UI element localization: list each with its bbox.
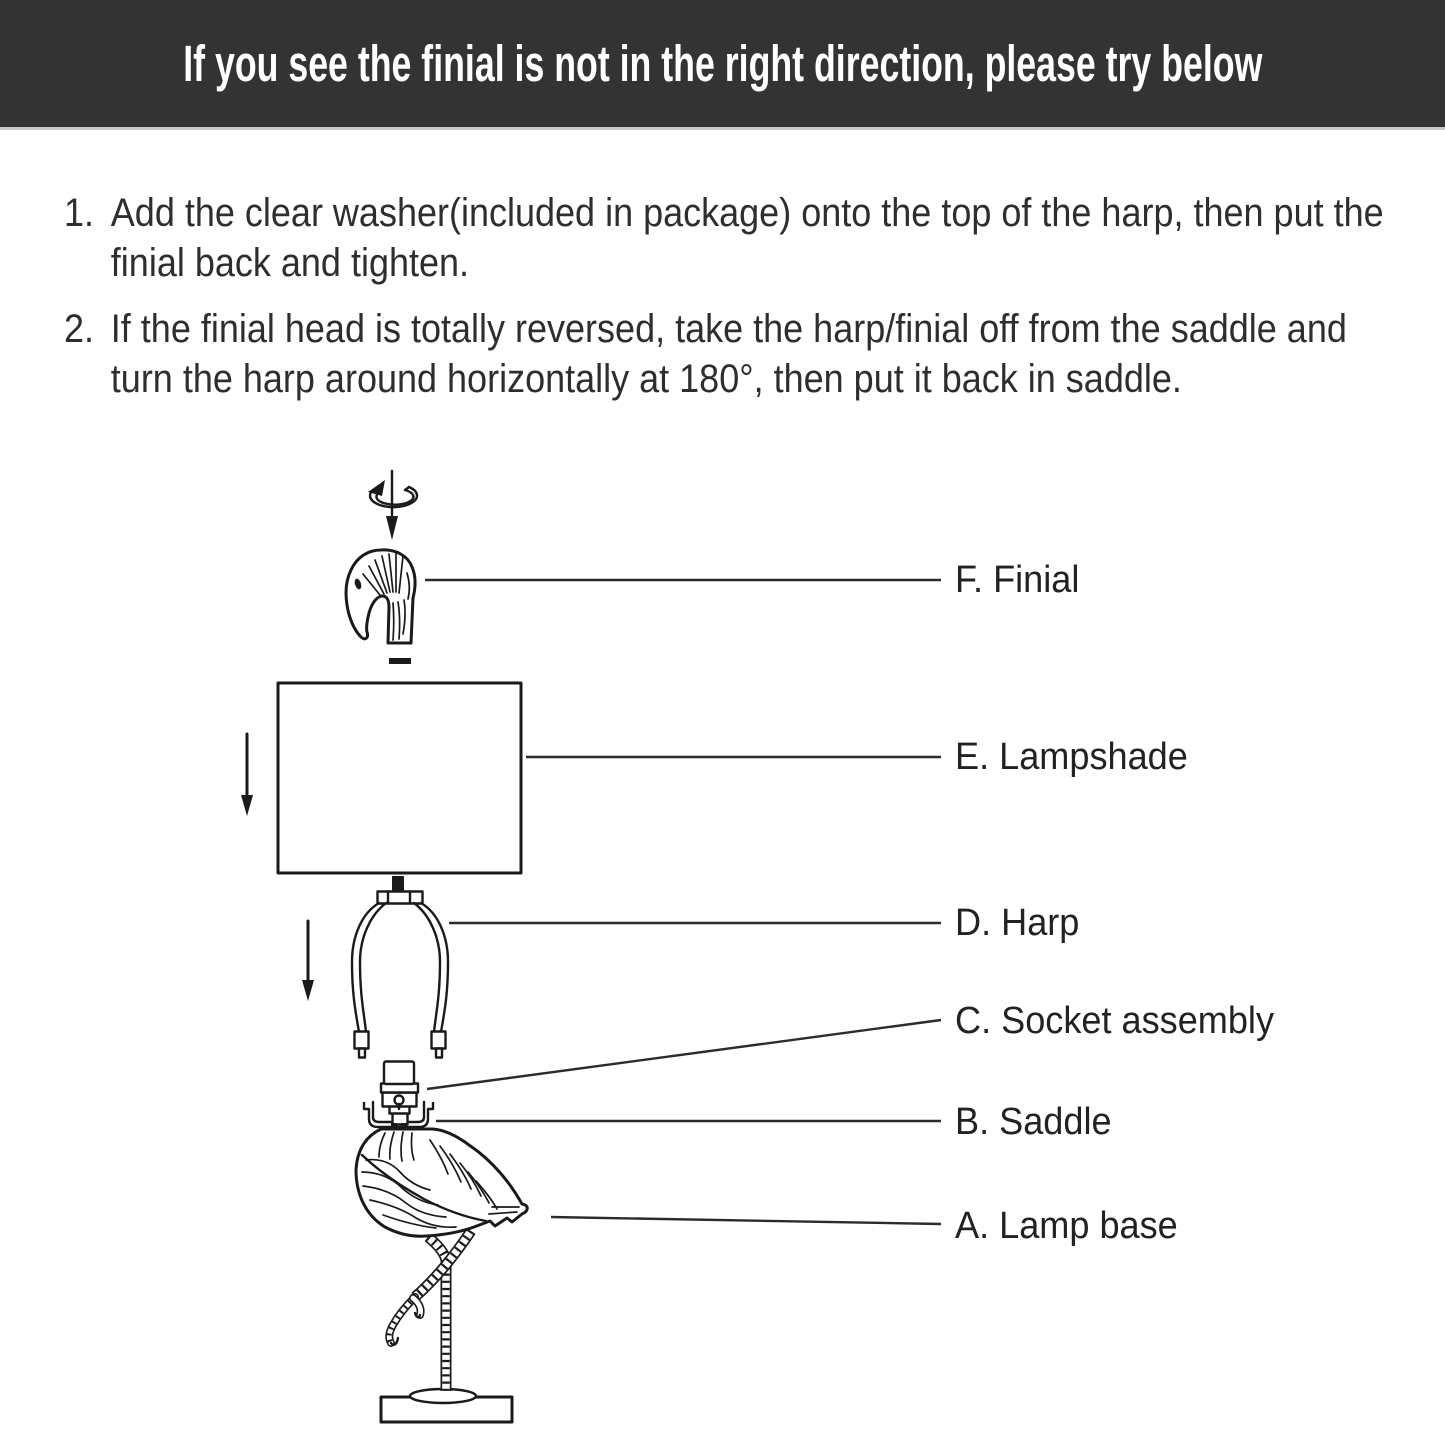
- down-arrow-icon-shade: [241, 734, 253, 816]
- part-label-harp: D. Harp: [955, 902, 1080, 944]
- rotation-arrow-icon: [368, 471, 417, 540]
- harp-drawing: [352, 876, 448, 1058]
- lamp-base-body: [356, 1129, 527, 1236]
- leader-socket: [427, 1020, 941, 1089]
- down-arrow-icon-harp: [302, 921, 314, 1001]
- base-foot-mound: [410, 1389, 476, 1403]
- finial-drawing: [346, 550, 415, 643]
- socket-assembly-drawing: [364, 1062, 433, 1130]
- part-label-socket-assembly: C. Socket assembly: [955, 1000, 1275, 1042]
- step-number: 2.: [64, 307, 95, 351]
- part-label-lampshade: E. Lampshade: [955, 736, 1188, 778]
- step-text: If the finial head is totally reversed, take the harp/finial off from the saddle and turn the harp around horizontally at 180°, then put it back in saddle.: [110, 307, 1347, 401]
- socket-cap: [384, 1062, 414, 1085]
- part-label-saddle: B. Saddle: [955, 1101, 1112, 1143]
- lamp-base-raised-leg: [389, 1231, 471, 1345]
- part-label-finial: F. Finial: [955, 559, 1080, 601]
- harp-end-right: [432, 1032, 446, 1049]
- leader-lines: [425, 580, 941, 1224]
- lampshade-drawing: [278, 683, 521, 873]
- part-label-lamp-base: A. Lamp base: [955, 1205, 1178, 1247]
- leader-lamp-base: [551, 1217, 941, 1224]
- harp-end-left: [355, 1032, 369, 1049]
- step-number: 1.: [64, 191, 95, 235]
- banner-title: If you see the finial is not in the right direction, please try below: [182, 35, 1263, 92]
- step-text: Add the clear washer(included in package) onto the top of the harp, then put the finial back and tighten.: [110, 191, 1384, 285]
